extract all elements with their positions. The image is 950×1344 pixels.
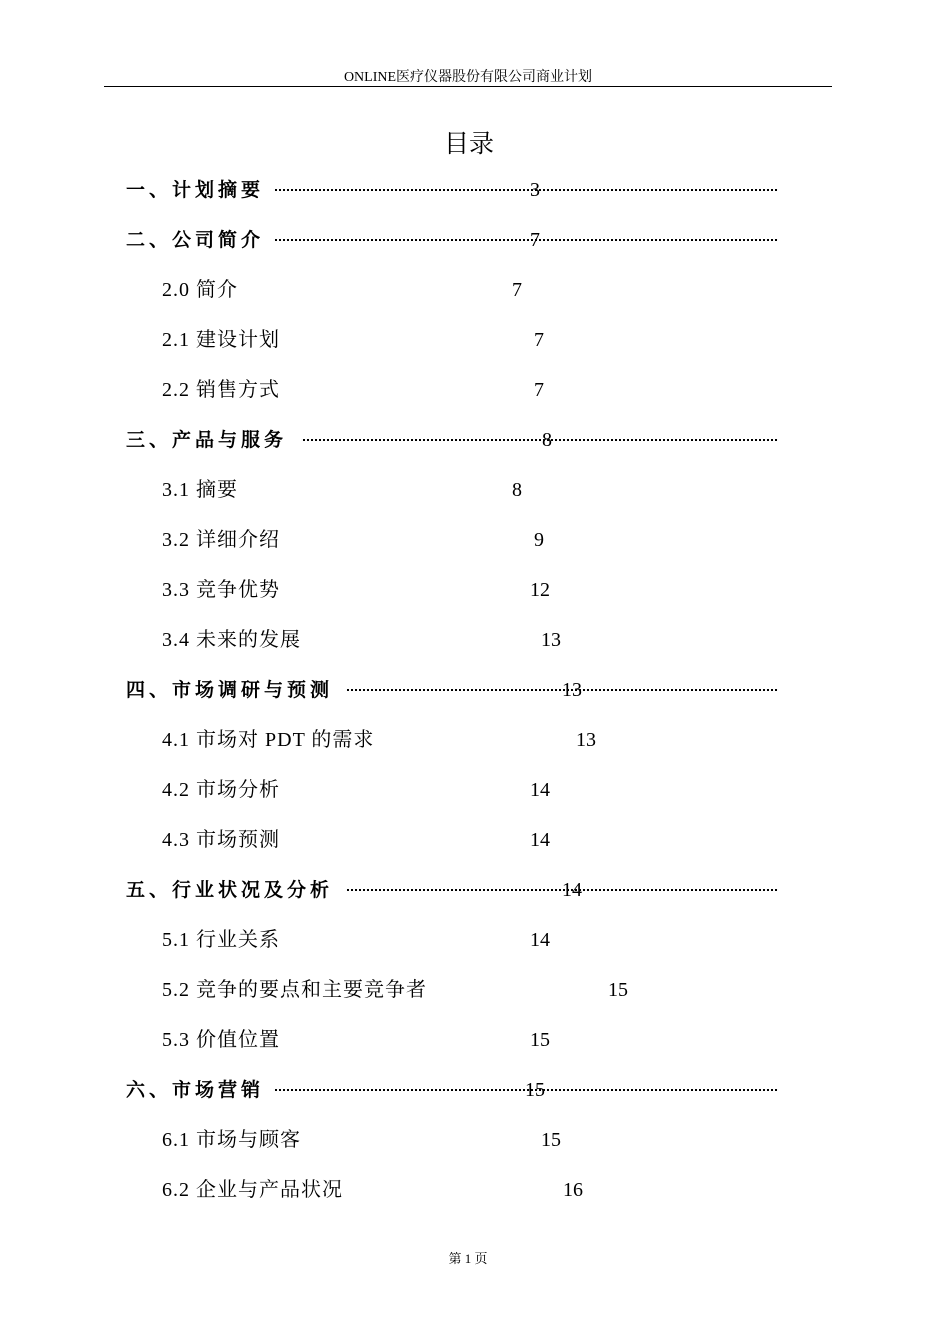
toc-entry-page: 7 [530,229,540,251]
toc-entry-page: 8 [512,479,522,501]
toc-entry-page: 14 [530,929,550,951]
page-number-footer: 第 1 页 [448,1251,488,1266]
toc-entry[interactable] [0,925,950,955]
toc-entry-page: 3 [530,179,540,201]
toc-entry[interactable] [0,475,950,505]
toc-entry-label: 3.4 未来的发展 [162,629,301,651]
toc-entry[interactable] [0,525,950,555]
toc-entry-page: 9 [534,529,544,551]
toc-entry-label: 2.1 建设计划 [162,329,280,351]
toc-entry-label: 4.3 市场预测 [162,829,280,851]
dot-leader [275,239,777,241]
toc-entry-label: 六、市场营销 [126,1079,265,1101]
toc-entry-label: 四、市场调研与预测 [126,679,334,701]
toc-entry-page: 8 [542,429,552,451]
toc-entry[interactable] [0,325,950,355]
toc-entry[interactable] [0,1125,950,1155]
toc-entry-label: 5.2 竞争的要点和主要竞争者 [162,979,427,1001]
toc-entry[interactable] [0,675,950,705]
toc-entry-label: 一、计划摘要 [126,179,265,201]
toc-entry-page: 7 [512,279,522,301]
dot-leader [275,189,777,191]
toc-entry[interactable] [0,625,950,655]
toc-entry-label: 3.2 详细介绍 [162,529,280,551]
toc-entry-label: 3.3 竞争优势 [162,579,280,601]
toc-entry-label: 5.1 行业关系 [162,929,280,951]
toc-entry-page: 12 [530,579,550,601]
toc-entry[interactable] [0,575,950,605]
toc-entry[interactable] [0,825,950,855]
toc-entry-page: 15 [541,1129,561,1151]
toc-entry[interactable] [0,1175,950,1205]
toc-entry-label: 4.2 市场分析 [162,779,280,801]
toc-entry-page: 14 [562,879,582,901]
toc-entry[interactable] [0,175,950,205]
toc-entry-label: 三、产品与服务 [126,429,288,451]
toc-entry-label: 6.2 企业与产品状况 [162,1179,343,1201]
toc-entry-page: 14 [530,779,550,801]
toc-entry[interactable] [0,775,950,805]
toc-entry[interactable] [0,225,950,255]
running-header: ONLINE医疗仪器股份有限公司商业计划 [343,70,593,85]
toc-entry[interactable] [0,375,950,405]
toc-entry-page: 13 [562,679,582,701]
toc-entry-page: 7 [534,379,544,401]
toc-entry-label: 3.1 摘要 [162,479,238,501]
toc-entry-page: 13 [541,629,561,651]
toc-title: 目录 [443,129,494,158]
header-divider [104,86,832,87]
toc-entry-page: 16 [563,1179,583,1201]
dot-leader [303,439,777,441]
toc-entry-label: 二、公司简介 [126,229,265,251]
toc-entry[interactable] [0,1025,950,1055]
toc-entry-page: 15 [525,1079,545,1101]
toc-entry-page: 13 [576,729,596,751]
toc-entry-label: 6.1 市场与顾客 [162,1129,301,1151]
toc-entry[interactable] [0,425,950,455]
toc-entry[interactable] [0,275,950,305]
toc-entry[interactable] [0,975,950,1005]
toc-entry-page: 7 [534,329,544,351]
toc-entry[interactable] [0,725,950,755]
toc-entry-label: 五、行业状况及分析 [126,879,334,901]
toc-entry-page: 15 [530,1029,550,1051]
toc-entry[interactable] [0,1075,950,1105]
toc-entry-label: 5.3 价值位置 [162,1029,280,1051]
toc-entry-label: 2.0 简介 [162,279,238,301]
toc-entry-page: 14 [530,829,550,851]
toc-entry-page: 15 [608,979,628,1001]
toc-entry[interactable] [0,875,950,905]
toc-entry-label: 2.2 销售方式 [162,379,280,401]
toc-entry-label: 4.1 市场对 PDT 的需求 [162,729,375,751]
